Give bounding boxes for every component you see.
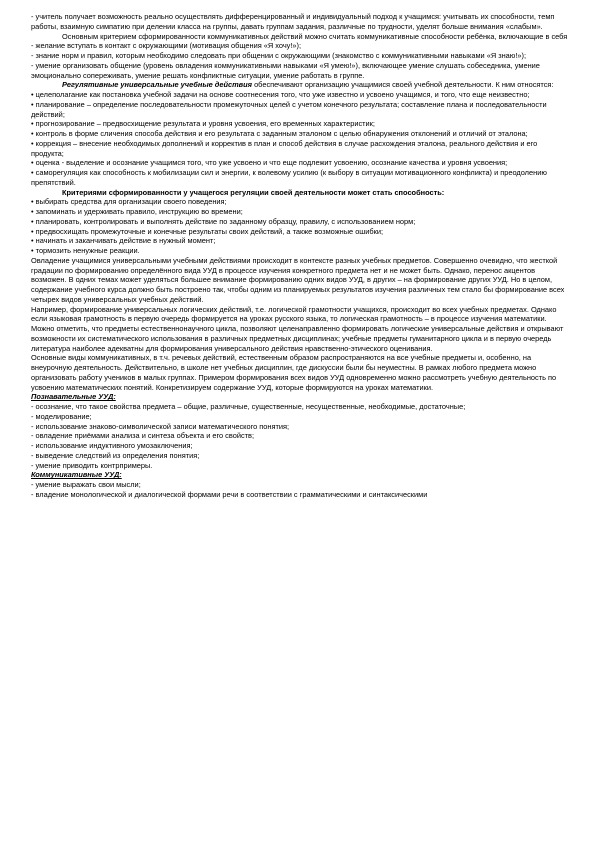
list-item: - овладение приёмами анализа и синтеза объекта и его свойств; — [31, 431, 255, 441]
list-item: • контроль в форме сличения способа действия и его результата с заданным эталоном с целью обнаружения отклонений и отличий от эталона; — [31, 129, 528, 138]
list-item: • планировать, контролировать и выполнять действие по заданному образцу, правилу, с использованием норм; — [31, 216, 416, 226]
list-item: • выбирать средства для организации своего поведения; — [31, 197, 227, 207]
list-item: • тормозить ненужные реакции. — [31, 246, 140, 255]
section-heading: Коммуникативные УУД: — [31, 470, 122, 480]
list-item: - моделирование; — [31, 411, 92, 421]
paragraph-heading: Критериями сформированности у учащегося регуляции своей деятельности может стать способность: — [62, 187, 445, 197]
list-item: • саморегуляция как способность к мобилизации сил и энергии, к волевому усилию (к выбору в ситуации мотивационного конфликта) и преодолению препятствий. — [31, 168, 547, 187]
paragraph: Овладение учащимися универсальными учебными действиями происходит в контексте разных учебных предметов. Совершенно очевидно, что жесткой градации по формированию определённого вида УУД в процессе изучения конкретного предмета нет и не может быть. Однако, перенос акцентов возможен. В одних темах может уделяться большее внимание формированию одних видов УУД, в других – на формирование других УУД. Но в целом, содержание учебного курса должно быть построено так, чтобы одним из планируемых результатов изучения различных тем стало бы формирование всех четырех видов универсальных учебных действий. — [31, 255, 565, 304]
paragraph: - учитель получает возможность реально осуществлять дифференцированный и индивидуальный подход к учащимся: учитывать их способности, темп работы, взаимную симпатию при делении класса на группы, давать группам задания, различные по трудности, уделят больше внимания «слабым». — [31, 12, 555, 31]
list-item: • целеполагание как постановка учебной задачи на основе соотнесения того, что уже известно и усвоено учащимся, и того, что еще неизвестно; — [31, 90, 530, 99]
document-page — [31, 12, 571, 500]
section-heading: Познавательные УУД: — [31, 392, 116, 402]
list-item: • планирование – определение последовательности промежуточных целей с учетом конечного результата; составление плана и последовательности действий; — [31, 99, 547, 119]
list-item: • начинать и заканчивать действие в нужный момент; — [31, 236, 216, 246]
list-item: • запоминать и удерживать правило, инструкцию во времени; — [31, 207, 243, 216]
paragraph-text: обеспечивают организацию учащимися своей учебной деятельности. К ним относятся: — [252, 80, 554, 90]
paragraph: Основные виды коммуникативных, в т.ч. речевых действий, естественным образом распространяются на все учебные предметы и, особенно, на внеурочную деятельность. Действительно, в школе нет учебных дисциплин, где дискуссии были бы неуместны. В рамках любого предмета можно организовать работу учеников в малых группах. Примером формирования всех видов УУД одновременно можно рассмотреть учебную деятельность по усвоению математических понятий. Конкретизируем содержание УУД, которые формируются на уроках математики. — [31, 353, 557, 392]
list-item: • оценка - выделение и осознание учащимся того, что уже усвоено и что еще подлежит усвоению, осознание качества и уровня усвоения; — [31, 158, 508, 168]
list-item: - использование знаково-символической записи математического понятия; — [31, 421, 290, 431]
list-item: - владение монологической и диалогической формами речи в соответствии с грамматическими и синтаксическими — [31, 489, 428, 499]
paragraph — [31, 80, 571, 90]
list-item: - выведение следствий из определения понятия; — [31, 450, 200, 460]
list-item: • прогнозирование – предвосхищение результата и уровня усвоения, его временных характеристик; — [31, 119, 375, 129]
list-item: - использование индуктивного умозаключения; — [31, 441, 193, 450]
list-item: - умение приводить контрпримеры. — [31, 460, 153, 470]
list-item: - осознание, что такое свойства предмета – общие, различные, существенные, несущественные, необходимые, достаточные; — [31, 402, 466, 411]
list-item: - знание норм и правил, которым необходимо следовать при общении с окружающими (знакомство с коммуникативными навыками «Я знаю!»); — [31, 51, 527, 60]
list-item: - умение организовать общение (уровень овладения коммуникативными навыками «Я умею!»), включающее умение слушать собеседника, умение эмоционально сопереживать, умение решать конфликтные ситуации, умение работать в группе. — [31, 60, 540, 80]
list-item: - желание вступать в контакт с окружающими (мотивация общения «Я хочу!»); — [31, 41, 302, 51]
paragraph: Основным критерием сформированности коммуникативных действий можно считать коммуникативные способности ребёнка, включающие в себя — [62, 31, 568, 41]
bold-term: Регулятивные универсальные учебные действия — [62, 80, 253, 90]
paragraph: Например, формирование универсальных логических действий, т.е. логической грамотности учащихся, происходит во всех учебных предметах. Однако если языковая грамотность в первую очередь формируется на уроках русского языка, то логическая грамотность – в процессе изучения математики. Можно отметить, что предметы естественнонаучного цикла, позволяют целенаправленно формировать логические универсальные действия и открывают возможности их систематического использования в различных предметных дисциплинах; учебные предметы гуманитарного цикла и в первую очередь литература наиболее адекватны для формирования универсального действия нравственно-этического оценивания. — [31, 304, 564, 353]
list-item: - умение выражать свои мысли; — [31, 480, 141, 489]
list-item: • предвосхищать промежуточные и конечные результаты своих действий, а также возможные ошибки; — [31, 226, 384, 236]
list-item: • коррекция – внесение необходимых дополнений и корректив в план и способ действия в случае расхождения эталона, реального действия и его продукта; — [31, 138, 538, 158]
